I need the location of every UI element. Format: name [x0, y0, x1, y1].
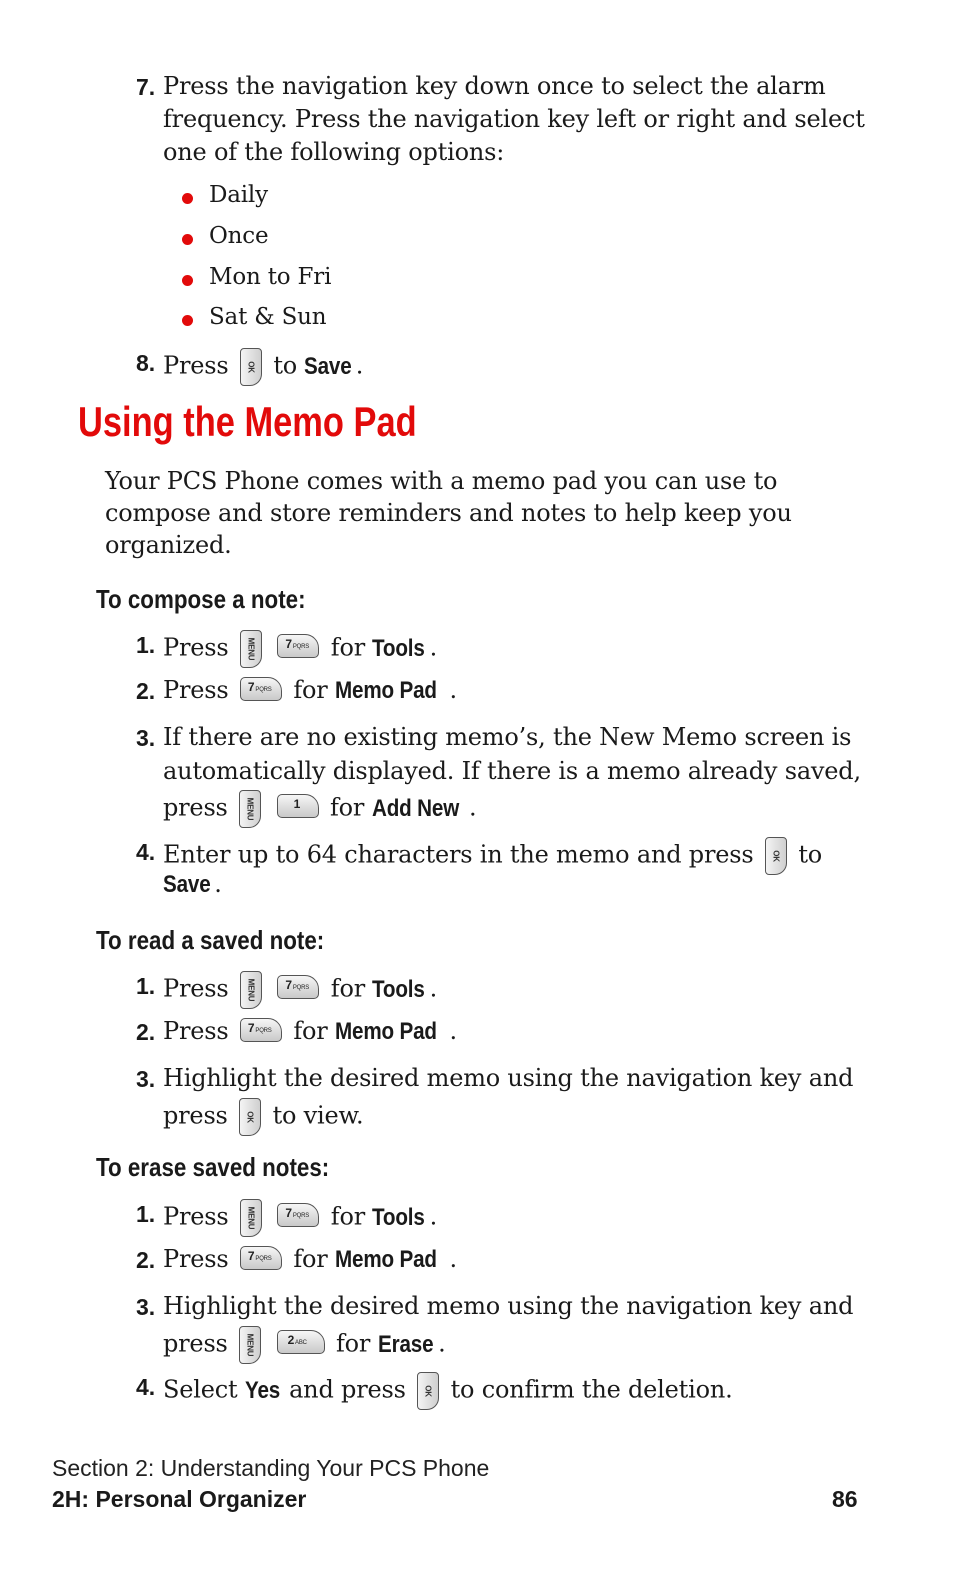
option-sat-sun: Sat & Sun — [209, 304, 327, 330]
erase-title: To erase saved notes: — [96, 1152, 330, 1182]
read-step-2-number: 2. — [136, 1019, 156, 1045]
two-key-icon: 2ABC — [277, 1330, 325, 1354]
seven-key-icon: 7PQRS — [277, 975, 319, 999]
erase-step-1-number: 1. — [136, 1201, 156, 1227]
compose-title: To compose a note: — [96, 584, 306, 614]
read-step-3-line-2: press OK to view. — [163, 1098, 363, 1136]
bullet-icon — [182, 193, 193, 204]
menu-key-icon: MENU — [239, 790, 261, 828]
read-step-3-number: 3. — [136, 1066, 156, 1092]
footer-section: Section 2: Understanding Your PCS Phone — [52, 1455, 490, 1481]
step-8-pre: Press — [163, 351, 229, 380]
seven-key-icon: 7PQRS — [240, 1246, 282, 1270]
ok-key-icon: OK — [417, 1372, 439, 1410]
page-number: 86 — [832, 1486, 858, 1512]
compose-step-3-line-2: automatically displayed. If there is a memo already saved, — [163, 757, 861, 785]
step-8-number: 8. — [136, 350, 156, 376]
ok-key-icon: OK — [239, 1098, 261, 1136]
erase-step-1: Press MENU 7PQRS for Tools . — [163, 1199, 437, 1237]
compose-step-3-line-3: press MENU 1 for Add New . — [163, 790, 476, 828]
read-step-1-number: 1. — [136, 973, 156, 999]
step-7-line-1: Press the navigation key down once to select the alarm — [163, 72, 826, 100]
step-7-line-2: frequency. Press the navigation key left or right and select — [163, 105, 865, 133]
compose-step-1: Press MENU 7PQRS for Tools . — [163, 630, 437, 668]
erase-step-2-number: 2. — [136, 1247, 156, 1273]
step-8-bold: Save — [304, 352, 353, 380]
menu-key-icon: MENU — [240, 971, 262, 1009]
read-title: To read a saved note: — [96, 925, 325, 955]
bullet-icon — [182, 315, 193, 326]
erase-step-3-number: 3. — [136, 1294, 156, 1320]
footer-chapter: 2H: Personal Organizer — [52, 1486, 307, 1512]
menu-key-icon: MENU — [239, 1326, 261, 1364]
compose-step-2-number: 2. — [136, 678, 156, 704]
compose-step-1-number: 1. — [136, 632, 156, 658]
step-8-line: Press OK to Save . — [163, 348, 363, 386]
step-7-number: 7. — [136, 74, 156, 100]
ok-key-icon: OK — [765, 837, 787, 875]
menu-key-icon: MENU — [240, 1199, 262, 1237]
option-once: Once — [209, 223, 269, 249]
section-heading: Using the Memo Pad — [78, 398, 417, 445]
compose-step-2: Press 7PQRS for Memo Pad . — [163, 676, 457, 704]
option-daily: Daily — [209, 182, 268, 208]
erase-step-2: Press 7PQRS for Memo Pad . — [163, 1245, 457, 1273]
step-7-line-3: one of the following options: — [163, 138, 505, 166]
read-step-3-line-1: Highlight the desired memo using the navigation key and — [163, 1064, 854, 1092]
erase-step-4-number: 4. — [136, 1374, 156, 1400]
bullet-icon — [182, 234, 193, 245]
option-mon-to-fri: Mon to Fri — [209, 264, 332, 290]
seven-key-icon: 7PQRS — [240, 1018, 282, 1042]
intro-line-2: compose and store reminders and notes to help keep you — [105, 499, 792, 527]
ok-key-icon: OK — [240, 348, 262, 386]
step-8-mid: to — [273, 351, 298, 380]
erase-step-3-line-2: press MENU 2ABC for Erase . — [163, 1326, 446, 1364]
read-step-1: Press MENU 7PQRS for Tools . — [163, 971, 437, 1009]
intro-line-3: organized. — [105, 531, 232, 559]
compose-step-3-line-1: If there are no existing memo’s, the New Memo screen is — [163, 723, 852, 751]
compose-step-4-line-2: Save . — [163, 870, 222, 898]
bullet-icon — [182, 275, 193, 286]
compose-step-4-number: 4. — [136, 839, 156, 865]
seven-key-icon: 7PQRS — [240, 677, 282, 701]
compose-step-3-number: 3. — [136, 725, 156, 751]
compose-step-4-line-1: Enter up to 64 characters in the memo and press OK to — [163, 837, 822, 875]
one-key-icon: 1 — [277, 794, 319, 818]
seven-key-icon: 7PQRS — [277, 1203, 319, 1227]
intro-line-1: Your PCS Phone comes with a memo pad you can use to — [105, 467, 778, 495]
erase-step-4: Select Yes and press OK to confirm the deletion. — [163, 1372, 733, 1410]
read-step-2: Press 7PQRS for Memo Pad . — [163, 1017, 457, 1045]
seven-key-icon: 7PQRS — [277, 634, 319, 658]
erase-step-3-line-1: Highlight the desired memo using the navigation key and — [163, 1292, 854, 1320]
menu-key-icon: MENU — [240, 630, 262, 668]
